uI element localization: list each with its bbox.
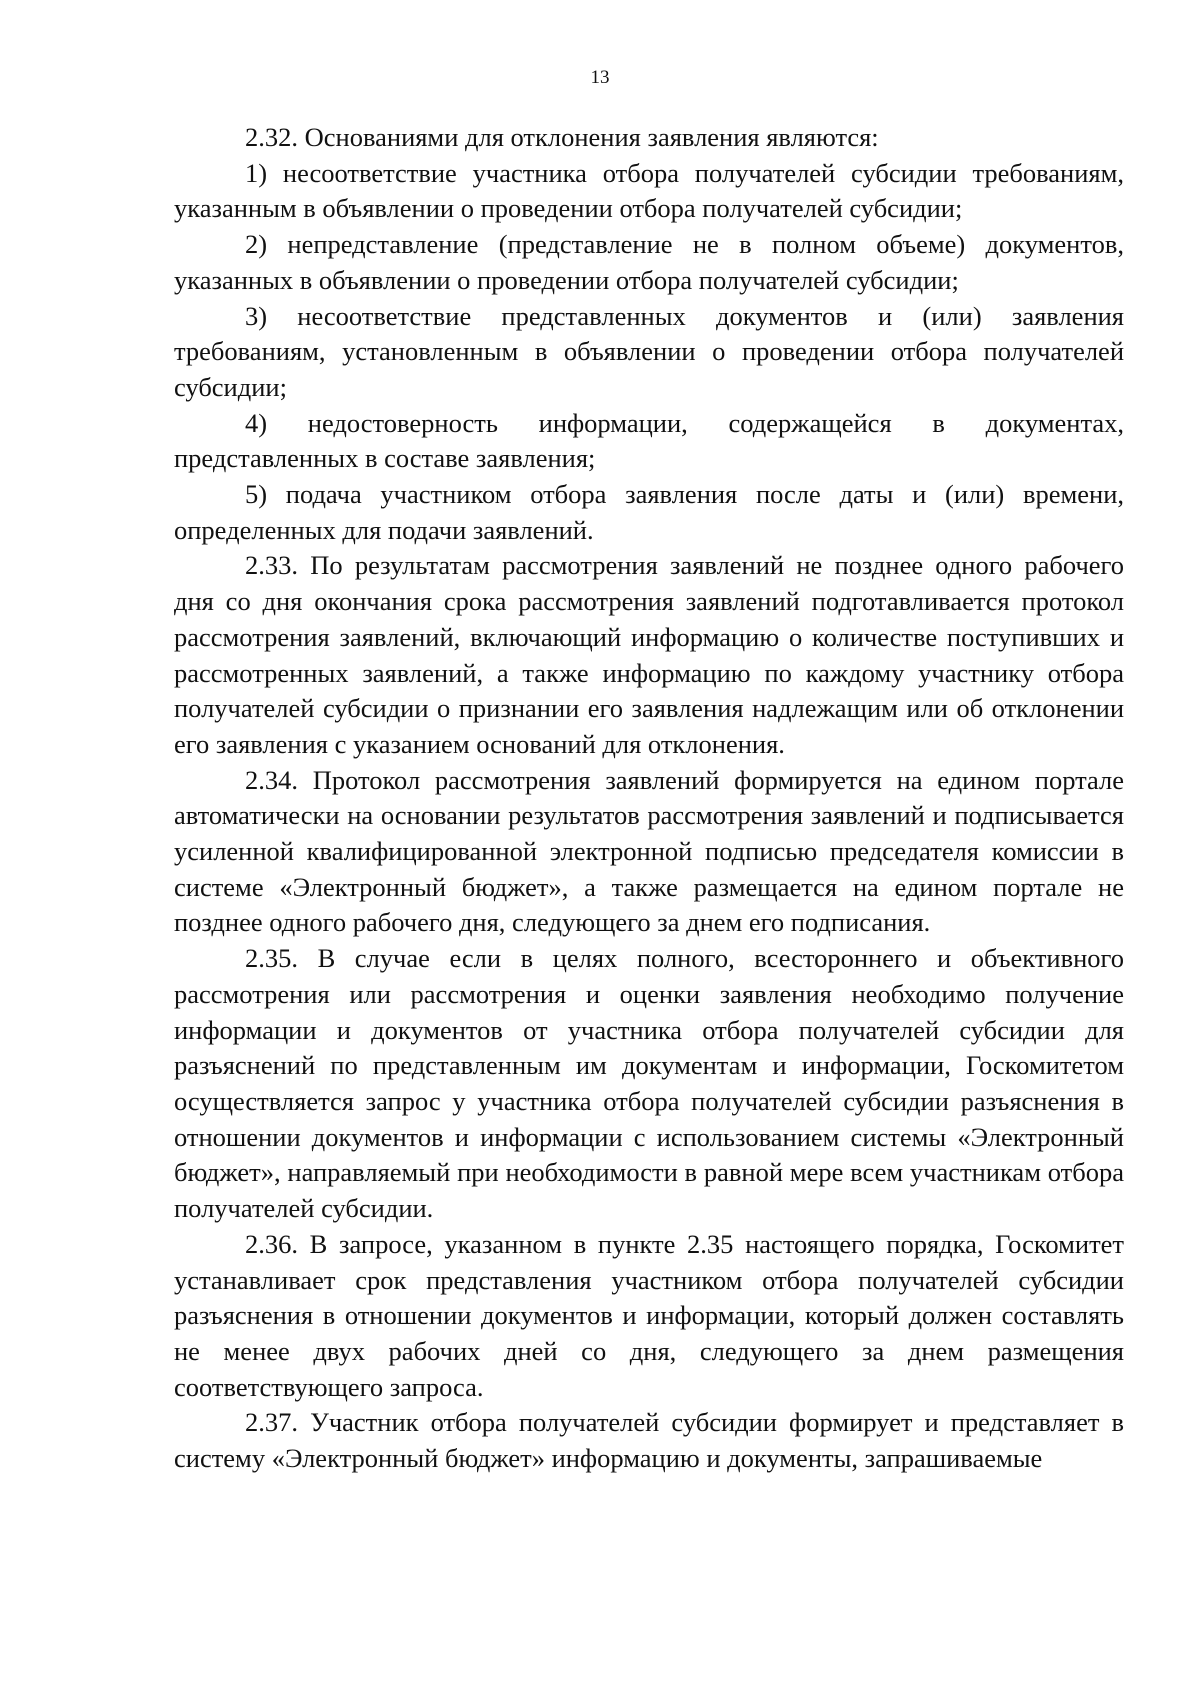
list-item-4: 4) недостоверность информации, содержащейся в документах, представленных в составе заявления; <box>174 407 1124 474</box>
list-item-1: 1) несоответствие участника отбора получателей субсидии требованиям, указанным в объявлении о проведении отбора получателей субсидии; <box>174 157 1124 224</box>
list-item-2: 2) непредставление (представление не в полном объеме) документов, указанных в объявлении о проведении отбора получателей субсидии; <box>174 229 1124 295</box>
paragraph-2-32: 2.32. Основаниями для отклонения заявления являются: <box>245 122 879 152</box>
paragraph-2-37: 2.37. Участник отбора получателей субсидии формирует и представляет в систему «Электронный бюджет» информацию и документы, запрашиваемые <box>174 1407 1124 1474</box>
list-item-5: 5) подача участником отбора заявления после даты и (или) времени, определенных для подачи заявлений. <box>174 479 1124 545</box>
paragraph-2-35: 2.35. В случае если в целях полного, всестороннего и объективного рассмотрения или рассмотрения и оценки заявления необходимо получение информации и документов от участника отбора получателей субсидии для разъяснений по представленным им документам и информации, Госкомитетом осуществляется запрос у участника отбора получателей субсидии разъяснения в отношении документов и информации с использованием системы «Электронный бюджет», направляемый при необходимости в равной мере всем участникам отбора получателей субсидии. <box>174 943 1124 1224</box>
list-item-3: 3) несоответствие представленных документов и (или) заявления требованиям, установленным в объявлении о проведении отбора получателей субсидии; <box>174 300 1124 402</box>
page-number: 13 <box>590 67 610 88</box>
paragraph-2-34: 2.34. Протокол рассмотрения заявлений формируется на едином портале автоматически на основании результатов рассмотрения заявлений и подписывается усиленной квалифицированной электронной подписью председателя комиссии в системе «Электронный бюджет», а также размещается на едином портале не позднее одного рабочего дня, следующего за днем его подписания. <box>174 764 1124 938</box>
paragraph-2-33: 2.33. По результатам рассмотрения заявлений не позднее одного рабочего дня со дня окончания срока рассмотрения заявлений подготавливается протокол рассмотрения заявлений, включающий информацию о количестве поступивших и рассмотренных заявлений, а также информацию по каждому участнику отбора получателей субсидии о признании его заявления надлежащим или об отклонении его заявления с указанием оснований для отклонения. <box>174 550 1124 759</box>
document-body <box>174 120 1124 1477</box>
paragraph-2-36: 2.36. В запросе, указанном в пункте 2.35 настоящего порядка, Госкомитет устанавливает срок представления участником отбора получателей субсидии разъяснения в отношении документов и информации, который должен составлять не менее двух рабочих дней со дня, следующего за днем размещения соответствующего запроса. <box>174 1228 1124 1402</box>
